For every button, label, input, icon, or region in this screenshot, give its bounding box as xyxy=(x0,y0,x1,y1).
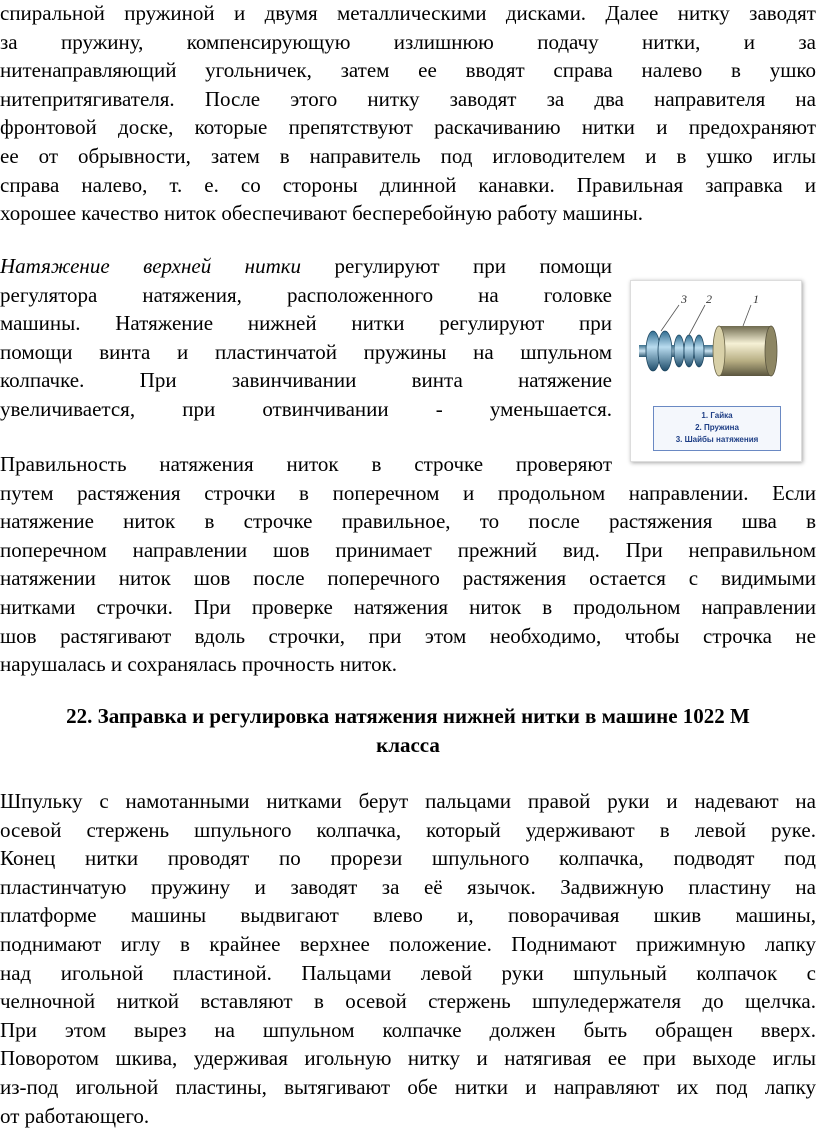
text-line: Шпульку с намотанными нитками берут пальцами правой руки и надевают на xyxy=(0,789,816,813)
text-line: регулятора натяжения, расположенного на головке xyxy=(0,282,612,307)
figure-legend xyxy=(653,406,781,451)
part-number-label: 1 xyxy=(753,292,759,306)
text-line: натяжении ниток шов после поперечного растяжения остается с видимыми xyxy=(0,566,816,591)
legend-item: 2. Пружина xyxy=(695,423,739,432)
text-fragment: регулируют при помощи xyxy=(301,254,612,278)
text-line: из-под игольной пластины, вытягивают обе нитки и направляют их под лапку xyxy=(0,1074,816,1099)
tension-regulator-figure xyxy=(630,280,802,462)
heading-line: класса xyxy=(376,732,440,757)
text-line: увеличивается, при отвинчивании - уменьшается. xyxy=(0,396,612,421)
spring-coil xyxy=(674,335,684,367)
part-number-label: 3 xyxy=(681,292,687,306)
text-line: путем растяжения строчки в поперечном и продольном направлении. Если xyxy=(0,480,816,505)
text-line: челночной ниткой вставляют в осевой стержень шпуледержателя до щелчка. xyxy=(0,989,816,1014)
text-line: спиральной пружиной и двумя металлическими дисками. Далее нитку заводят xyxy=(0,1,816,25)
text-line: нитками строчки. При проверке натяжения ниток в продольном направлении xyxy=(0,594,816,619)
text-line: хорошее качество ниток обеспечивают бесперебойную работу машины. xyxy=(0,201,643,226)
section-heading xyxy=(0,702,816,759)
text-line: Поворотом шкива, удерживая игольную нитку и натягивая ее при выходе иглы xyxy=(0,1046,816,1071)
text-line: от работающего. xyxy=(0,1103,150,1128)
text-line xyxy=(0,252,612,281)
text-line: При этом вырез на шпульном колпачке должен быть обращен вверх. xyxy=(0,1017,816,1042)
paragraph-threading-upper xyxy=(0,0,816,228)
text-line: шов растягивают вдоль строчки, при этом необходимо, чтобы строчка не xyxy=(0,623,816,648)
text-line: машины. Натяжение нижней нитки регулируют при xyxy=(0,311,612,336)
spring-coil xyxy=(694,335,704,367)
text-line: за пружину, компенсирующую излишнюю подачу нитки, и за xyxy=(0,29,816,54)
text-line: осевой стержень шпульного колпачка, который удерживают в левой руке. xyxy=(0,817,816,842)
text-line: помощи винта и пластинчатой пружины на шпульном xyxy=(0,339,612,364)
paragraph-tension-regulation xyxy=(0,252,612,424)
nut-end xyxy=(765,326,777,376)
text-line: пластинчатую пружину и заводят за её язычок. Задвижную пластину на xyxy=(0,874,816,899)
spring-coil xyxy=(684,335,694,367)
italic-term: Натяжение верхней нитки xyxy=(0,254,302,278)
legend-item: 1. Гайка xyxy=(701,411,733,420)
regulator-nut xyxy=(719,326,771,376)
text-line: справа налево, т. е. со стороны длинной канавки. Правильная заправка и xyxy=(0,172,816,197)
text-line: нитепритягивателя. После этого нитку заводят за два направителя на xyxy=(0,86,816,111)
text-line: нарушалась и сохранялась прочность ниток. xyxy=(0,652,398,677)
text-line: поднимают иглу в крайнее верхнее положение. Поднимают прижимную лапку xyxy=(0,931,816,956)
text-line: колпачке. При завинчивании винта натяжение xyxy=(0,368,612,393)
legend-item: 3. Шайбы натяжения xyxy=(675,435,759,444)
text-line: платформе машины выдвигают влево и, поворачивая шкив машины, xyxy=(0,903,816,928)
text-line: ее от обрывности, затем в направитель под игловодителем и в ушко иглы xyxy=(0,143,816,168)
nut-face xyxy=(713,326,725,376)
paragraph-lower-thread xyxy=(0,787,816,1130)
text-line: нитенаправляющий угольничек, затем ее вводят справа налево в ушко xyxy=(0,58,816,83)
tension-regulator-illustration xyxy=(631,281,801,406)
text-line: натяжение ниток в строчке правильное, то после растяжения шва в xyxy=(0,509,816,534)
text-line: поперечном направлении шов принимает прежний вид. При неправильном xyxy=(0,537,816,562)
text-line: фронтовой доске, которые препятствуют раскачиванию нитки и предохраняют xyxy=(0,115,816,140)
text-line: Правильность натяжения ниток в строчке проверяют xyxy=(0,452,612,476)
text-line: над игольной пластиной. Пальцами левой руки шпульный колпачок с xyxy=(0,960,816,985)
part-number-label: 2 xyxy=(706,292,712,306)
heading-line: 22. Заправка и регулировка натяжения нижней нитки в машине 1022 М xyxy=(66,704,750,728)
text-line: Конец нитки проводят по прорези шпульного колпачка, подводят под xyxy=(0,846,816,871)
tension-disc xyxy=(658,331,672,371)
paragraph-tension-check xyxy=(0,450,816,679)
